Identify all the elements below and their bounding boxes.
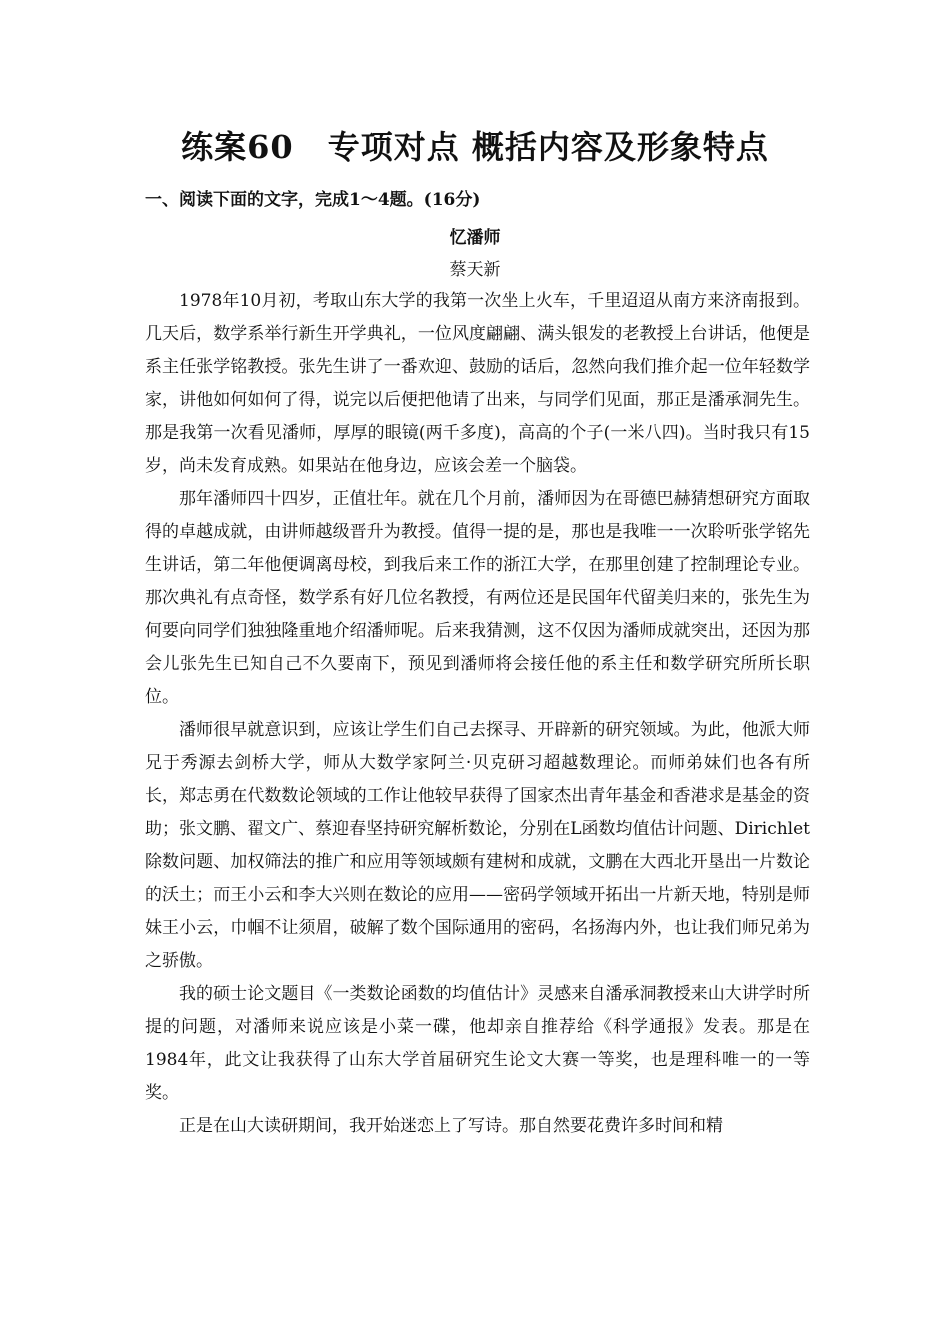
exercise-number: 练案60 <box>181 128 294 166</box>
page-title <box>0 122 950 172</box>
paragraph-3: 潘师很早就意识到，应该让学生们自己去探寻、开辟新的研究领域。为此，他派大师兄于秀源去剑桥大学，师从大数学家阿兰·贝克研习超越数理论。而师弟妹们也各有所长，郑志勇在代数数论领域的工作让他较早获得了国家杰出青年基金和香港求是基金的资助；张文鹏、翟文广、蔡迎春坚持研究解析数论，分别在L函数均值估计问题、Dirichlet除数问题、加权筛法的推广和应用等领域颇有建树和成就，文鹏在大西北开垦出一片数论的沃土；而王小云和李大兴则在数论的应用——密码学领域开拓出一片新天地，特别是师妹王小云，巾帼不让须眉，破解了数个国际通用的密码，名扬海内外，也让我们师兄弟为之骄傲。 <box>145 720 810 971</box>
article-body <box>145 285 810 1143</box>
paragraph-1: 1978年10月初，考取山东大学的我第一次坐上火车，千里迢迢从南方来济南报到。几天后，数学系举行新生开学典礼，一位风度翩翩、满头银发的老教授上台讲话，他便是系主任张学铭教授。张先生讲了一番欢迎、鼓励的话后，忽然向我们推介起一位年轻数学家，讲他如何如何了得，说完以后便把他请了出来，与同学们见面，那正是潘承洞先生。那是我第一次看见潘师，厚厚的眼镜(两千多度)，高高的个子(一米八四)。当时我只有15岁，尚未发育成熟。如果站在他身边，应该会差一个脑袋。 <box>145 291 810 476</box>
paragraph-5: 正是在山大读研期间，我开始迷恋上了写诗。那自然要花费许多时间和精 <box>179 1116 723 1136</box>
question-instruction: 一、阅读下面的文字，完成1～4题。(16分) <box>145 190 481 210</box>
article-title: 忆潘师 <box>449 228 501 248</box>
paragraph-4: 我的硕士论文题目《一类数论函数的均值估计》灵感来自潘承洞教授来山大讲学时所提的问题，对潘师来说应该是小菜一碟，他却亲自推荐给《科学通报》发表。那是在1984年，此文让我获得了山东大学首届研究生论文大赛一等奖，也是理科唯一的一等奖。 <box>145 984 810 1103</box>
article-author: 蔡天新 <box>449 260 501 280</box>
paragraph-2: 那年潘师四十四岁，正值壮年。就在几个月前，潘师因为在哥德巴赫猜想研究方面取得的卓越成就，由讲师越级晋升为教授。值得一提的是，那也是我唯一一次聆听张学铭先生讲话，第二年他便调离母校，到我后来工作的浙江大学，在那里创建了控制理论专业。那次典礼有点奇怪，数学系有好几位名教授，有两位还是民国年代留美归来的，张先生为何要向同学们独独隆重地介绍潘师呢。后来我猜测，这不仅因为潘师成就突出，还因为那会儿张先生已知自己不久要南下，预见到潘师将会接任他的系主任和数学研究所所长职位。 <box>145 489 810 707</box>
exercise-topic: 专项对点 概括内容及形象特点 <box>327 128 769 166</box>
